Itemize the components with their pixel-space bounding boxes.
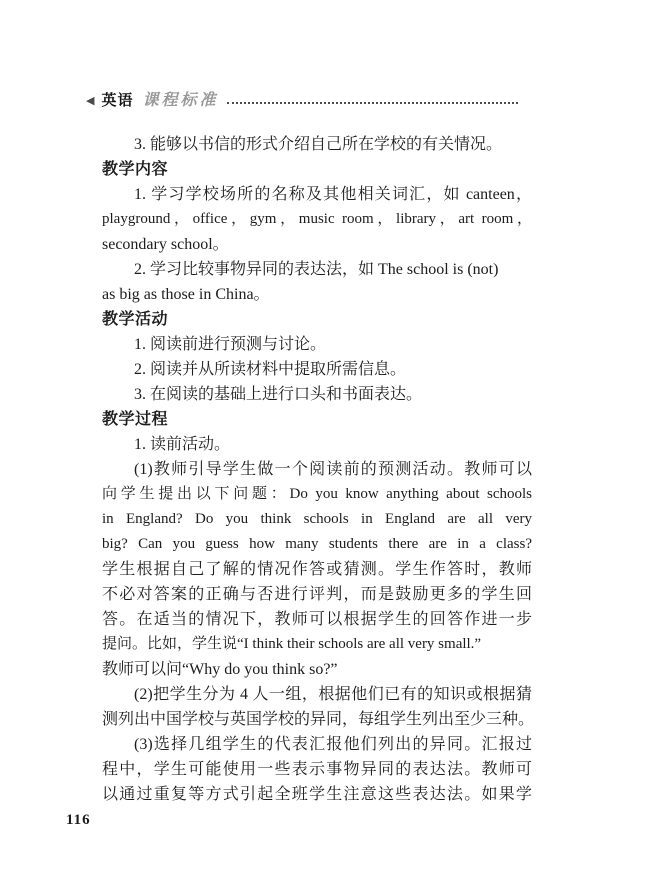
text-line: 1. 阅读前进行预测与讨论。	[134, 336, 327, 353]
text-line: 1. 学习学校场所的名称及其他相关词汇，如 canteen，	[134, 186, 532, 203]
text-line: 3. 在阅读的基础上进行口头和书面表达。	[134, 386, 423, 403]
text-line: (3)选择几组学生的代表汇报他们列出的异同。汇报过	[134, 736, 532, 753]
text-line: 2. 学习比较事物异同的表达法，如 The school is (not)	[134, 261, 499, 278]
text-line: big? Can you guess how many students there are in a class?	[102, 536, 532, 552]
text-line: 1. 读前活动。	[134, 436, 231, 453]
text-line: 程中，学生可能使用一些表示事物异同的表达法。教师可	[102, 761, 532, 778]
text-line: 学生根据自己了解的情况作答或猜测。学生作答时，教师	[102, 561, 532, 578]
text-line: (2)把学生分为 4 人一组，根据他们已有的知识或根据猜	[134, 686, 532, 703]
section-heading: 教学活动	[102, 311, 169, 328]
section-heading: 教学过程	[102, 411, 169, 428]
header-dotted-rule	[227, 102, 519, 104]
text-line: 向学生提出以下问题：Do you know anything about schools	[102, 486, 532, 502]
text-line: secondary school。	[102, 236, 229, 253]
page-text-block	[102, 132, 535, 807]
series-title-label: 课程标准	[142, 92, 219, 109]
text-line: 提问。比如，学生说“I think their schools are all very small.”	[102, 636, 482, 652]
text-line: 答。在适当的情况下，教师可以根据学生的回答作进一步	[102, 611, 532, 628]
text-line: (1)教师引导学生做一个阅读前的预测活动。教师可以	[134, 461, 532, 478]
page-number: 116	[66, 812, 91, 828]
subject-label: 英语	[101, 92, 134, 109]
text-line: 测列出中国学校与英国学校的异同，每组学生列出至少三种。	[102, 711, 535, 728]
text-line: playground，office，gym，music room，library，art room，	[102, 211, 532, 227]
section-heading: 教学内容	[102, 161, 169, 178]
text-line: as big as those in China。	[102, 286, 270, 303]
text-line: 以通过重复等方式引起全班学生注意这些表达法。如果学	[102, 786, 532, 803]
text-line: 教师可以问“Why do you think so?”	[102, 661, 338, 678]
left-triangle-icon: ◀	[86, 95, 95, 107]
text-line: 不必对答案的正确与否进行评判，而是鼓励更多的学生回	[102, 586, 532, 603]
running-head	[86, 91, 518, 111]
text-line: in England? Do you think schools in England are all very	[102, 511, 532, 527]
text-line: 2. 阅读并从所读材料中提取所需信息。	[134, 361, 407, 378]
text-line: 3. 能够以书信的形式介绍自己所在学校的有关情况。	[134, 136, 503, 153]
